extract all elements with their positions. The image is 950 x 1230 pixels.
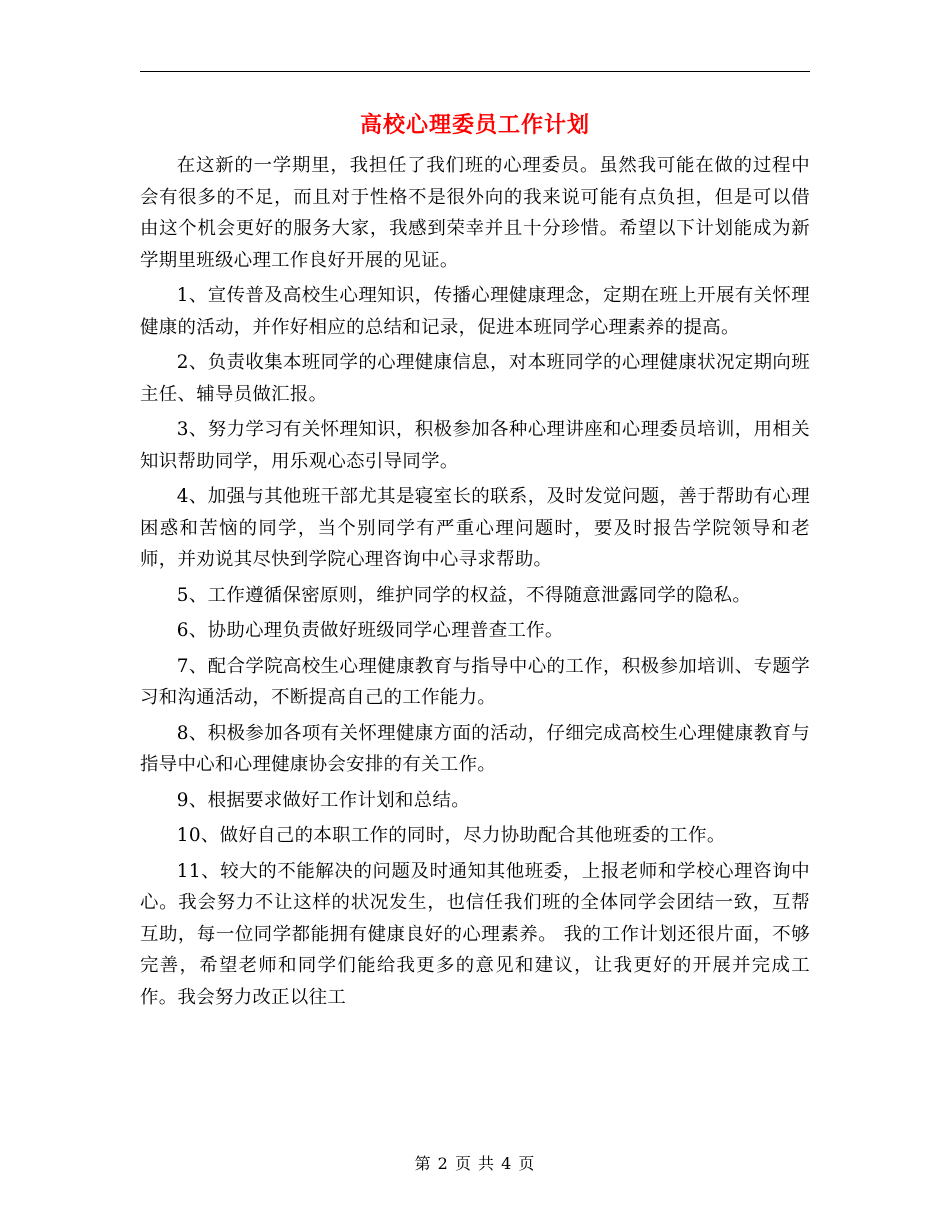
plan-item-6: 6、协助心理负责做好班级同学心理普查工作。 (176, 620, 564, 641)
plan-item-5: 5、工作遵循保密原则，维护同学的权益，不得随意泄露同学的隐私。 (176, 584, 752, 606)
plan-item-9: 9、根据要求做好工作计划和总结。 (176, 789, 470, 811)
document-body (140, 150, 810, 1017)
plan-item-4: 4、加强与其他班干部尤其是寝室长的联系，及时发觉问题，善于帮助有心理困惑和苦恼的同学，当个别同学有严重心理问题时，要及时报告学院领导和老师，并劝说其尽快到学院心理咨询中心寻求帮助。 (140, 486, 810, 570)
plan-item-11: 11、较大的不能解决的问题及时通知其他班委，上报老师和学校心理咨询中心。我会努力不让这样的状况发生，也信任我们班的全体同学会团结一致，互帮互助，每一位同学都能拥有健康良好的心理素养。 我的工作计划还很片面，不够完善，希望老师和同学们能给我更多的意见和建议，让我更好的开展并完成工作。我会努力改正以往工 (140, 860, 810, 1008)
plan-item-1: 1、宣传普及高校生心理知识，传播心理健康理念，定期在班上开展有关怀理健康的活动，并作好相应的总结和记录，促进本班同学心理素养的提高。 (140, 285, 810, 338)
plan-item-8: 8、积极参加各项有关怀理健康方面的活动，仔细完成高校生心理健康教育与指导中心和心理健康协会安排的有关工作。 (140, 722, 810, 775)
header-rule (140, 71, 810, 72)
plan-item-7: 7、配合学院高校生心理健康教育与指导中心的工作，积极参加培训、专题学习和沟通活动，不断提高自己的工作能力。 (140, 655, 810, 708)
plan-item-10: 10、做好自己的本职工作的同时，尽力协助配合其他班委的工作。 (176, 825, 726, 846)
document-title: 高校心理委员工作计划 (359, 112, 590, 138)
plan-item-2: 2、负责收集本班同学的心理健康信息，对本班同学的心理健康状况定期向班主任、辅导员做汇报。 (140, 352, 810, 405)
intro-paragraph: 在这新的一学期里，我担任了我们班的心理委员。虽然我可能在做的过程中会有很多的不足，而且对于性格不是很外向的我来说可能有点负担，但是可以借由这个机会更好的服务大家，我感到荣幸并且十分珍惜。希望以下计划能成为新学期里班级心理工作良好开展的见证。 (140, 155, 810, 271)
page-footer: 第 2 页 共 4 页 (414, 1154, 536, 1173)
plan-item-3: 3、努力学习有关怀理知识，积极参加各种心理讲座和心理委员培训，用相关知识帮助同学，用乐观心态引导同学。 (140, 419, 810, 472)
